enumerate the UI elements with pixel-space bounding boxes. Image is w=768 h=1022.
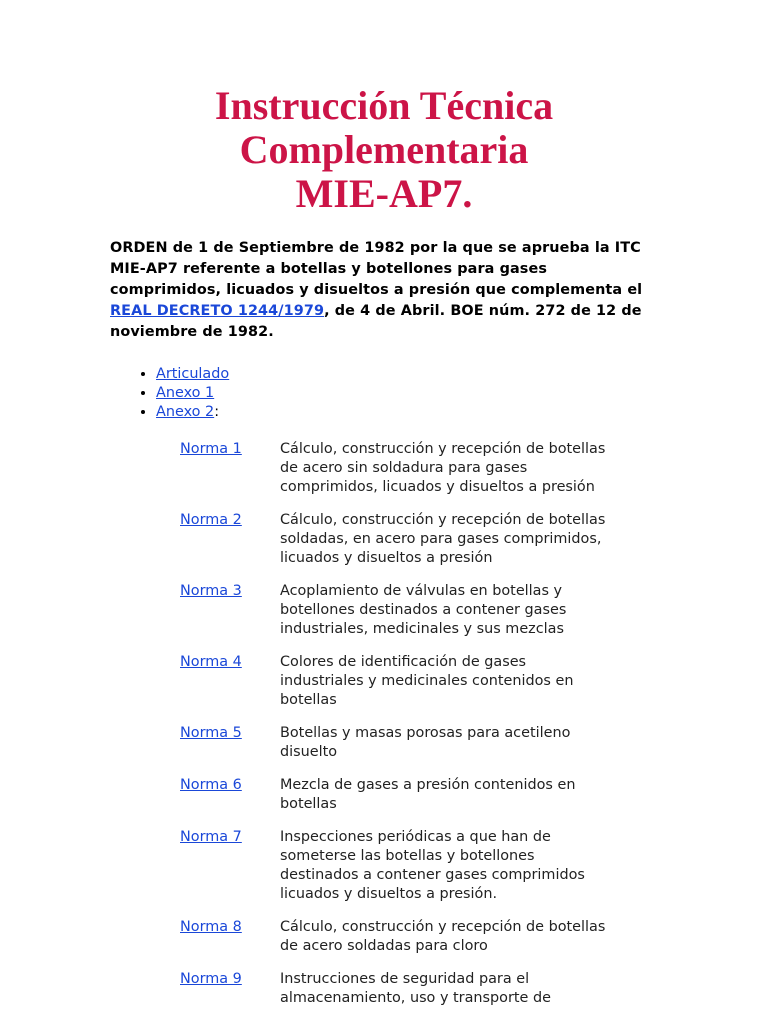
norma-7-link[interactable]: Norma 7 [180, 829, 242, 845]
anexo-1-link[interactable]: Anexo 1 [156, 385, 215, 401]
norma-2-link[interactable]: Norma 2 [180, 512, 242, 528]
real-decreto-link[interactable]: REAL DECRETO 1244/1979 [110, 303, 325, 319]
table-row [180, 653, 610, 724]
table-row [180, 776, 610, 828]
norma-6-link[interactable]: Norma 6 [180, 777, 242, 793]
norma-description: Acoplamiento de válvulas en botellas y botellones destinados a contener gases industriales, medicinales y sus mezclas [280, 583, 567, 637]
norma-description: Colores de identificación de gases industriales y medicinales contenidos en botellas [280, 654, 574, 708]
table-row [180, 511, 610, 582]
norma-description: Mezcla de gases a presión contenidos en botellas [280, 777, 576, 812]
intro-text-after: , de 4 de Abril. BOE núm. 272 de 12 de noviembre de 1982. [110, 303, 642, 340]
table-row [180, 828, 610, 918]
norma-description: Instrucciones de seguridad para el almacenamiento, uso y transporte de [280, 971, 551, 1006]
anexo-2-link[interactable]: Anexo 2 [156, 404, 215, 420]
norma-description: Cálculo, construcción y recepción de botellas soldadas, en acero para gases comprimidos, licuados y disueltos a presión [280, 512, 606, 566]
page-title [110, 0, 658, 216]
toc-item-anexo-2 [156, 403, 658, 422]
anexo-2-colon: : [214, 404, 220, 420]
articulado-link[interactable]: Articulado [156, 366, 230, 382]
norma-description: Botellas y masas porosas para acetileno disuelto [280, 725, 571, 760]
norma-5-link[interactable]: Norma 5 [180, 725, 242, 741]
norma-description: Inspecciones periódicas a que han de someterse las botellas y botellones destinados a contener gases comprimidos licuados y disueltos a presión. [280, 829, 585, 902]
norma-1-link[interactable]: Norma 1 [180, 441, 242, 457]
normas-table [180, 440, 610, 1022]
table-row [180, 724, 610, 776]
norma-description: Cálculo, construcción y recepción de botellas de acero sin soldadura para gases comprimidos, licuados y disueltos a presión [280, 441, 606, 495]
title-line-1: Instrucción Técnica Complementaria [214, 83, 554, 172]
title-line-2: MIE-AP7. [295, 171, 473, 216]
norma-description: Cálculo, construcción y recepción de botellas de acero soldadas para cloro [280, 919, 606, 954]
norma-4-link[interactable]: Norma 4 [180, 654, 242, 670]
norma-8-link[interactable]: Norma 8 [180, 919, 242, 935]
table-row [180, 918, 610, 970]
intro-paragraph [110, 238, 658, 343]
toc-item-articulado [156, 365, 658, 384]
toc-item-anexo-1 [156, 384, 658, 403]
table-row [180, 440, 610, 511]
intro-text-before: ORDEN de 1 de Septiembre de 1982 por la que se aprueba la ITC MIE-AP7 referente a botellas y botellones para gases comprimidos, licuados y disueltos a presión que complementa el [110, 240, 643, 298]
table-row [180, 970, 610, 1022]
table-row [180, 582, 610, 653]
table-of-contents [110, 365, 658, 422]
norma-9-link[interactable]: Norma 9 [180, 971, 242, 987]
norma-3-link[interactable]: Norma 3 [180, 583, 242, 599]
